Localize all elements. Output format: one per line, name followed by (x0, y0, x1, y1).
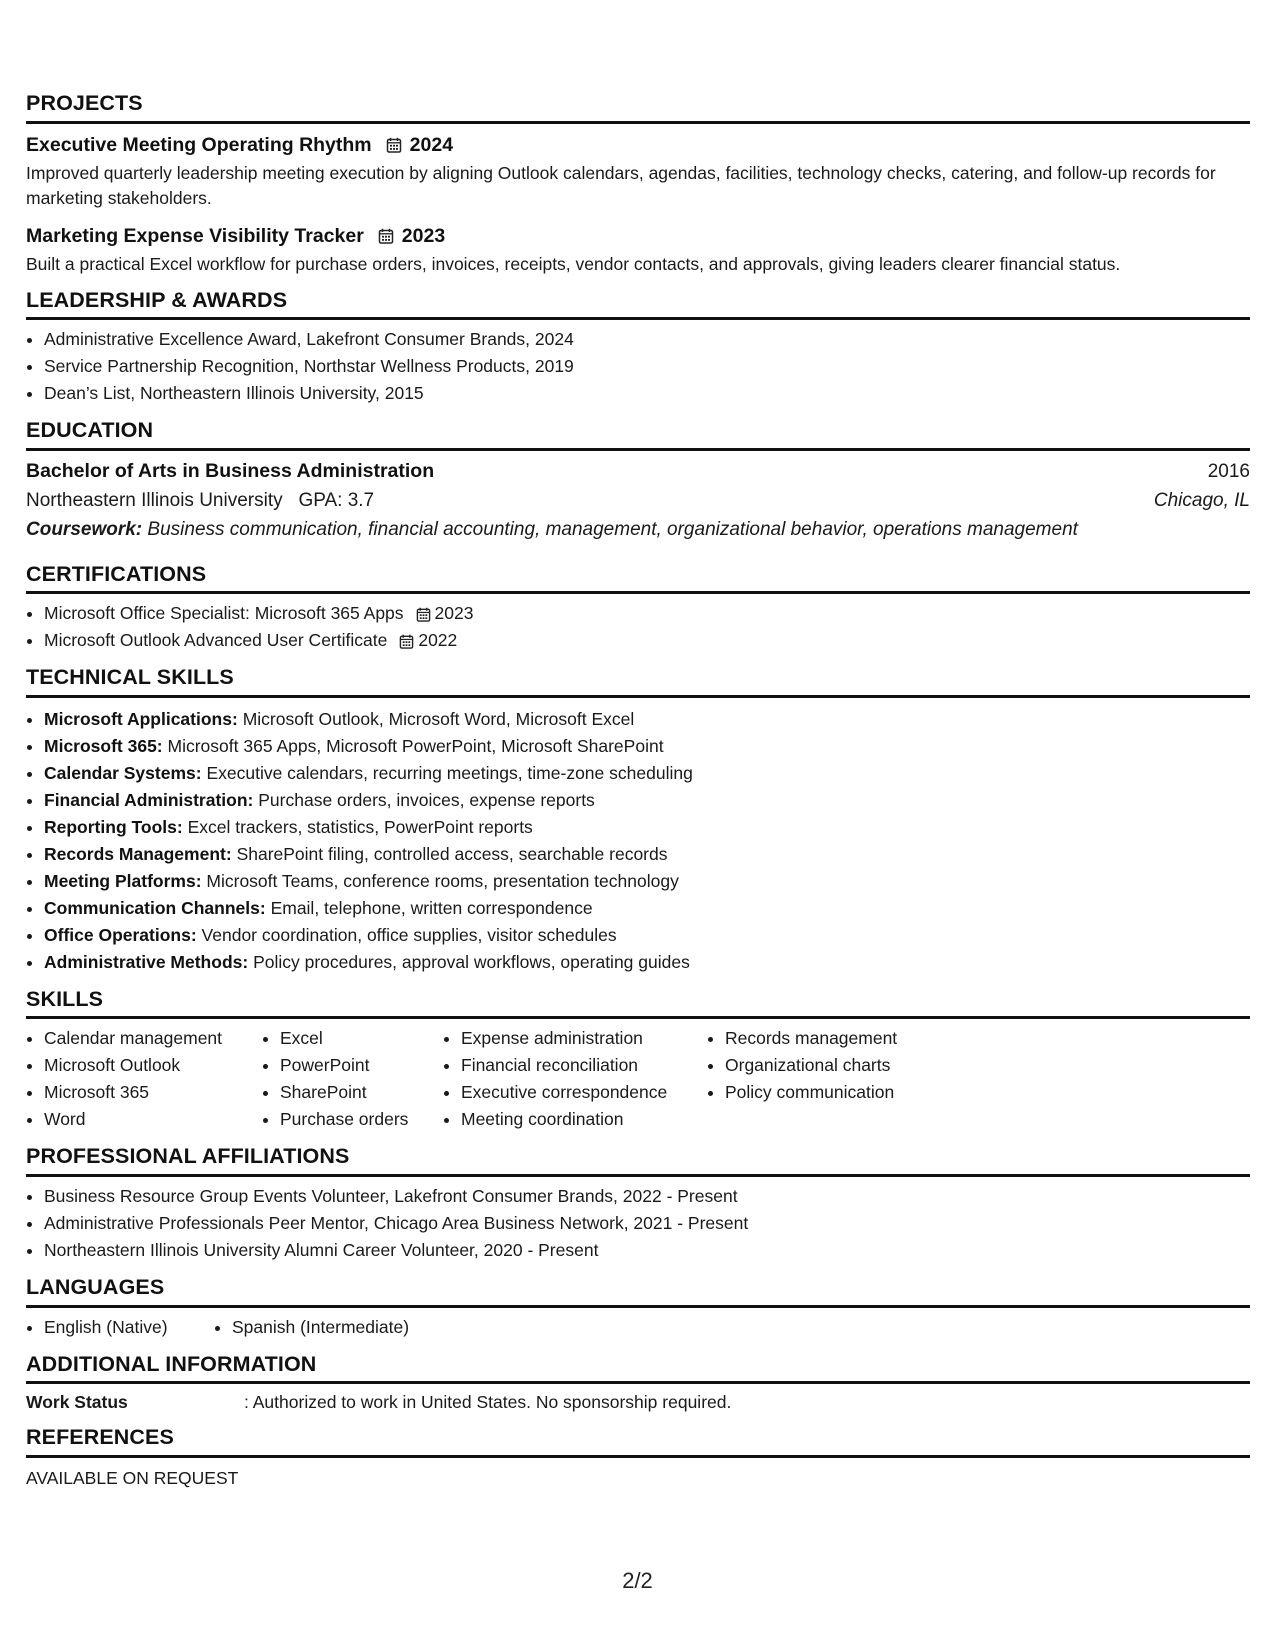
list-item (44, 760, 1250, 787)
skills-column (707, 1025, 965, 1133)
coursework (26, 516, 1250, 545)
certifications-section (26, 563, 1250, 655)
skill-values: SharePoint filing, controlled access, searchable records (236, 843, 668, 864)
skill-category: Financial Administration: (44, 789, 254, 810)
section-title-skills: SKILLS (26, 988, 1250, 1020)
skills-grid (26, 1025, 1250, 1133)
list-item (44, 787, 1250, 814)
skills-section (26, 988, 1250, 1134)
project-title: Marketing Expense Visibility Tracker (26, 224, 364, 247)
languages-section (26, 1276, 1250, 1341)
list-item (44, 706, 1250, 733)
skill-category: Microsoft Applications: (44, 708, 238, 729)
skill-values: Email, telephone, written correspondence (270, 897, 593, 918)
skill-values: Excel trackers, statistics, PowerPoint reports (187, 816, 533, 837)
list-item: • Microsoft 365 (44, 1079, 262, 1106)
list-item (44, 627, 1250, 654)
work-status-value: : Authorized to work in United States. No sponsorship required. (244, 1392, 732, 1413)
degree-title: Bachelor of Arts in Business Administration (26, 460, 435, 483)
affiliations-section (26, 1145, 1250, 1264)
school-location: Chicago, IL (1153, 489, 1250, 511)
certification-name: Microsoft Office Specialist: Microsoft 365 Apps (44, 603, 404, 624)
additional-info-section (26, 1353, 1250, 1414)
skill-values: Policy procedures, approval workflows, operating guides (253, 951, 690, 972)
list-item (44, 895, 1250, 922)
certification-year: 2022 (418, 630, 458, 651)
skill-category: Calendar Systems: (44, 762, 202, 783)
references-text: AVAILABLE ON REQUEST (26, 1467, 239, 1488)
list-item: • PowerPoint (280, 1052, 443, 1079)
list-item: • SharePoint (280, 1079, 443, 1106)
list-item (44, 868, 1250, 895)
affiliations-list (26, 1183, 1250, 1264)
list-item: • Organizational charts (725, 1052, 965, 1079)
skill-values: Purchase orders, invoices, expense reports (258, 789, 595, 810)
skills-column (262, 1025, 443, 1133)
list-item: • Financial reconciliation (461, 1052, 707, 1079)
skill-values: Vendor coordination, office supplies, visitor schedules (201, 924, 617, 945)
school-name: Northeastern Illinois University (26, 489, 283, 511)
technical-skills-list (26, 706, 1250, 976)
references-section (26, 1426, 1250, 1489)
skill-category: Office Operations: (44, 924, 197, 945)
page-number: 2/2 (622, 1568, 653, 1593)
list-item (44, 949, 1250, 976)
projects-section (26, 92, 1250, 277)
resume-page (26, 92, 1250, 1501)
coursework-label: Coursework: (26, 519, 143, 541)
list-item: • Executive correspondence (461, 1079, 707, 1106)
calendar-icon (416, 607, 431, 622)
coursework-text: Business communication, financial accounting, management, organizational behavior, operations management (147, 519, 1078, 541)
project-description: Built a practical Excel workflow for purchase orders, invoices, receipts, vendor contacts, and approvals, giving leaders clearer financial status. (26, 253, 1121, 274)
list-item: • Dean’s List, Northeastern Illinois University, 2015 (44, 380, 1250, 407)
section-title-affiliations: PROFESSIONAL AFFILIATIONS (26, 1145, 1250, 1177)
list-item: • Service Partnership Recognition, Northstar Wellness Products, 2019 (44, 353, 1250, 380)
section-title-additional: ADDITIONAL INFORMATION (26, 1353, 1250, 1385)
section-title-technical-skills: TECHNICAL SKILLS (26, 666, 1250, 698)
list-item: • Microsoft Outlook (44, 1052, 262, 1079)
skills-column (26, 1025, 262, 1133)
project-item (26, 132, 1250, 211)
list-item: • Calendar management (44, 1025, 262, 1052)
skill-values: Microsoft Outlook, Microsoft Word, Microsoft Excel (242, 708, 635, 729)
awards-list (26, 326, 1250, 407)
calendar-icon (378, 228, 394, 244)
project-year: 2024 (409, 133, 454, 156)
skill-values: Microsoft Teams, conference rooms, presentation technology (206, 870, 679, 891)
skill-category: Meeting Platforms: (44, 870, 202, 891)
language-item: • English (Native) (44, 1314, 214, 1341)
section-title-languages: LANGUAGES (26, 1276, 1250, 1308)
list-item: • Excel (280, 1025, 443, 1052)
list-item: • Purchase orders (280, 1106, 443, 1133)
list-item: • Administrative Excellence Award, Lakefront Consumer Brands, 2024 (44, 326, 1250, 353)
certification-year: 2023 (434, 603, 474, 624)
section-title-projects: PROJECTS (26, 92, 1250, 124)
project-title: Executive Meeting Operating Rhythm (26, 133, 372, 156)
section-title-education: EDUCATION (26, 419, 1250, 451)
list-item (44, 733, 1250, 760)
list-item (44, 600, 1250, 627)
education-section (26, 419, 1250, 544)
list-item: • Meeting coordination (461, 1106, 707, 1133)
skill-category: Microsoft 365: (44, 735, 163, 756)
list-item: • Word (44, 1106, 262, 1133)
work-status-label: Work Status (26, 1392, 128, 1413)
list-item (44, 922, 1250, 949)
list-item (44, 814, 1250, 841)
section-title-certifications: CERTIFICATIONS (26, 563, 1250, 595)
list-item: • Administrative Professionals Peer Mentor, Chicago Area Business Network, 2021 - Present (44, 1210, 1250, 1237)
list-item: • Records management (725, 1025, 965, 1052)
section-title-references: REFERENCES (26, 1426, 1250, 1458)
skill-category: Communication Channels: (44, 897, 266, 918)
list-item: • Policy communication (725, 1079, 965, 1106)
skill-values: Executive calendars, recurring meetings, time-zone scheduling (206, 762, 693, 783)
skill-values: Microsoft 365 Apps, Microsoft PowerPoint, Microsoft SharePoint (167, 735, 664, 756)
section-title-leadership: LEADERSHIP & AWARDS (26, 289, 1250, 321)
project-description: Improved quarterly leadership meeting execution by aligning Outlook calendars, agendas, facilities, technology checks, catering, and follow-up records for marketing stakeholders. (26, 162, 1216, 208)
skills-column (443, 1025, 707, 1133)
graduation-year: 2016 (1207, 461, 1250, 483)
calendar-icon (399, 634, 414, 649)
list-item (44, 841, 1250, 868)
project-year: 2023 (401, 224, 446, 247)
project-item (26, 223, 1250, 277)
skill-category: Administrative Methods: (44, 951, 249, 972)
certification-name: Microsoft Outlook Advanced User Certificate (44, 630, 388, 651)
calendar-icon (386, 137, 402, 153)
skill-category: Records Management: (44, 843, 232, 864)
leadership-section (26, 289, 1250, 408)
gpa: GPA: 3.7 (298, 489, 375, 511)
list-item: • Expense administration (461, 1025, 707, 1052)
technical-skills-section (26, 666, 1250, 976)
certifications-list (26, 600, 1250, 654)
list-item: • Northeastern Illinois University Alumni Career Volunteer, 2020 - Present (44, 1237, 1250, 1264)
language-item: • Spanish (Intermediate) (232, 1314, 409, 1341)
skill-category: Reporting Tools: (44, 816, 183, 837)
list-item: • Business Resource Group Events Volunteer, Lakefront Consumer Brands, 2022 - Present (44, 1183, 1250, 1210)
